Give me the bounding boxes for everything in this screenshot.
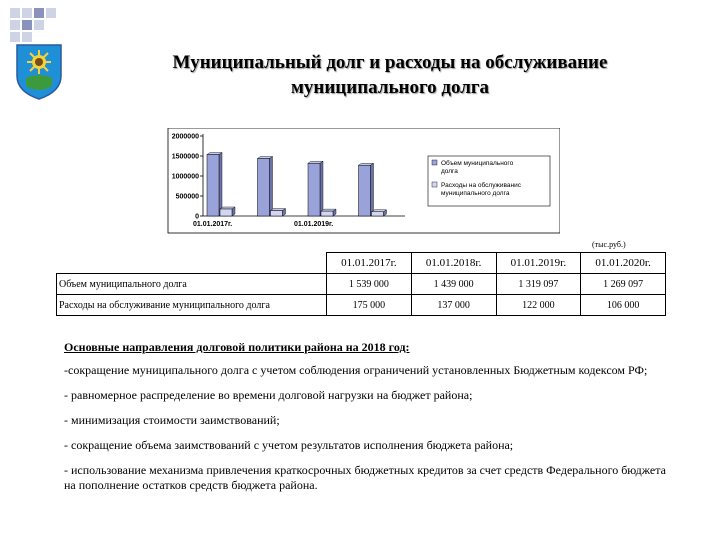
table-header-cell: 01.01.2018г. xyxy=(411,253,496,274)
table-cell: 137 000 xyxy=(411,295,496,316)
bar-side xyxy=(371,163,374,216)
coat-of-arms-emblem xyxy=(14,42,64,100)
bar-service xyxy=(220,209,232,216)
bar-top xyxy=(258,156,273,158)
table-row xyxy=(57,295,666,316)
page-title xyxy=(90,50,690,100)
table-header-cell: 01.01.2020г. xyxy=(581,253,666,274)
table-cell: 122 000 xyxy=(496,295,581,316)
bar-top xyxy=(207,152,222,154)
direction-item: - равномерное распределение во времени долговой нагрузки на бюджет района; xyxy=(64,388,473,402)
y-tick-label: 0 xyxy=(195,213,199,221)
table-header-row xyxy=(57,253,666,274)
y-tick-label: 2000000 xyxy=(171,133,199,141)
directions-heading: Основные направления долговой политики района на 2018 год: xyxy=(64,340,410,354)
bar-service xyxy=(372,212,384,216)
y-tick-label: 500000 xyxy=(175,193,199,201)
decor-square xyxy=(10,20,20,30)
chart-plot xyxy=(168,128,560,233)
table-header-cell: 01.01.2019г. xyxy=(496,253,581,274)
x-tick-label: 01.01.2019г. xyxy=(294,221,334,228)
decor-square xyxy=(22,8,32,18)
decor-square xyxy=(34,20,44,30)
bar-top xyxy=(321,209,336,211)
bar-top xyxy=(271,209,286,211)
bar-top xyxy=(220,207,235,209)
decor-square xyxy=(22,20,32,30)
units-note: (тыс.руб.) xyxy=(592,240,626,249)
policy-directions xyxy=(64,340,680,503)
table-row-label: Расходы на обслуживание муниципального долга xyxy=(57,295,327,316)
table-cell: 1 439 000 xyxy=(411,274,496,295)
table-corner xyxy=(57,253,327,274)
bar-debt xyxy=(258,158,270,216)
decor-square xyxy=(10,32,20,42)
bar-debt xyxy=(308,163,320,216)
bar-top xyxy=(372,210,387,212)
title-line-1: Муниципальный долг и расходы на обслуживание xyxy=(172,52,608,73)
bar-top xyxy=(308,161,323,163)
table-cell: 106 000 xyxy=(581,295,666,316)
table-cell: 1 539 000 xyxy=(327,274,412,295)
bar-side xyxy=(320,161,323,216)
legend-swatch xyxy=(432,160,437,165)
x-tick-label: 01.01.2017г. xyxy=(193,221,233,228)
table-header-cell: 01.01.2017г. xyxy=(327,253,412,274)
decor-square xyxy=(46,8,56,18)
y-tick-label: 1000000 xyxy=(171,173,199,181)
bar-side xyxy=(219,152,222,216)
bar-debt xyxy=(359,165,371,216)
y-tick-label: 1500000 xyxy=(171,153,199,161)
legend-label: Расходы на обслуживанис муниципального долга xyxy=(441,182,521,197)
table-row-label: Объем муниципального долга xyxy=(57,274,327,295)
debt-bar-chart xyxy=(160,128,560,238)
legend-label: Объем муниципального долга xyxy=(441,160,514,175)
direction-item: - минимизация стоимости заимствований; xyxy=(64,413,280,427)
decor-square xyxy=(10,8,20,18)
table-cell: 1 319 097 xyxy=(496,274,581,295)
debt-table xyxy=(56,252,666,316)
bar-top xyxy=(359,163,374,165)
table-row xyxy=(57,274,666,295)
bar-service xyxy=(321,211,333,216)
table-cell: 175 000 xyxy=(327,295,412,316)
bar-side xyxy=(270,156,273,216)
title-line-2: муниципального долга xyxy=(290,77,490,98)
bar-debt xyxy=(207,154,219,216)
direction-item: - использование механизма привлечения краткосрочных бюджетных кредитов за счет средств Федерального бюджета на пополнение остатков средств бюджета района. xyxy=(64,463,666,492)
decor-square xyxy=(22,32,32,42)
legend-swatch xyxy=(432,182,437,187)
bar-service xyxy=(271,211,283,216)
table-cell: 1 269 097 xyxy=(581,274,666,295)
direction-item: -сокращение муниципального долга с учетом соблюдения ограничений установленных Бюджетным кодексом РФ; xyxy=(64,363,648,377)
direction-item: - сокращение объема заимствований с учетом результатов исполнения бюджета района; xyxy=(64,438,514,452)
decor-square xyxy=(34,8,44,18)
